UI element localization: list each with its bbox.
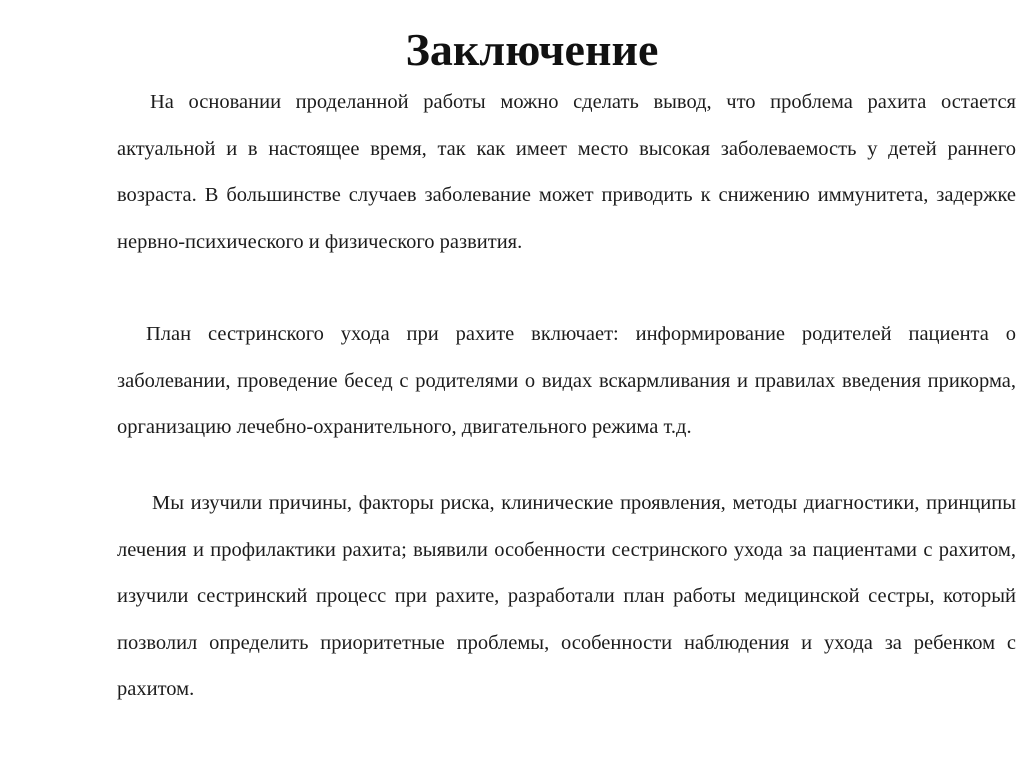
- page-title: Заключение: [405, 24, 659, 75]
- conclusion-paragraph-1: На основании проделанной работы можно сделать вывод, что проблема рахита остается актуальной и в настоящее время, так как имеет место высокая заболеваемость у детей раннего возраста. В большинстве случаев заболевание может приводить к снижению иммунитета, задержке нервно-психического и физического развития.: [117, 91, 1016, 253]
- study-summary-paragraph: Мы изучили причины, факторы риска, клинические проявления, методы диагностики, принципы лечения и профилактики рахита; выявили особенности сестринского ухода за пациентами с рахитом, изучили сестринский процесс при рахите, разработали план работы медицинской сестры, который позволил определить приоритетные проблемы, особенности наблюдения и ухода за ребенком с рахитом.: [117, 492, 1016, 700]
- nursing-plan-paragraph: План сестринского ухода при рахите включает: информирование родителей пациента о заболевании, проведение бесед с родителями о видах вскармливания и правилах введения прикорма, организацию лечебно-охранительного, двигательного режима т.д.: [117, 323, 1016, 438]
